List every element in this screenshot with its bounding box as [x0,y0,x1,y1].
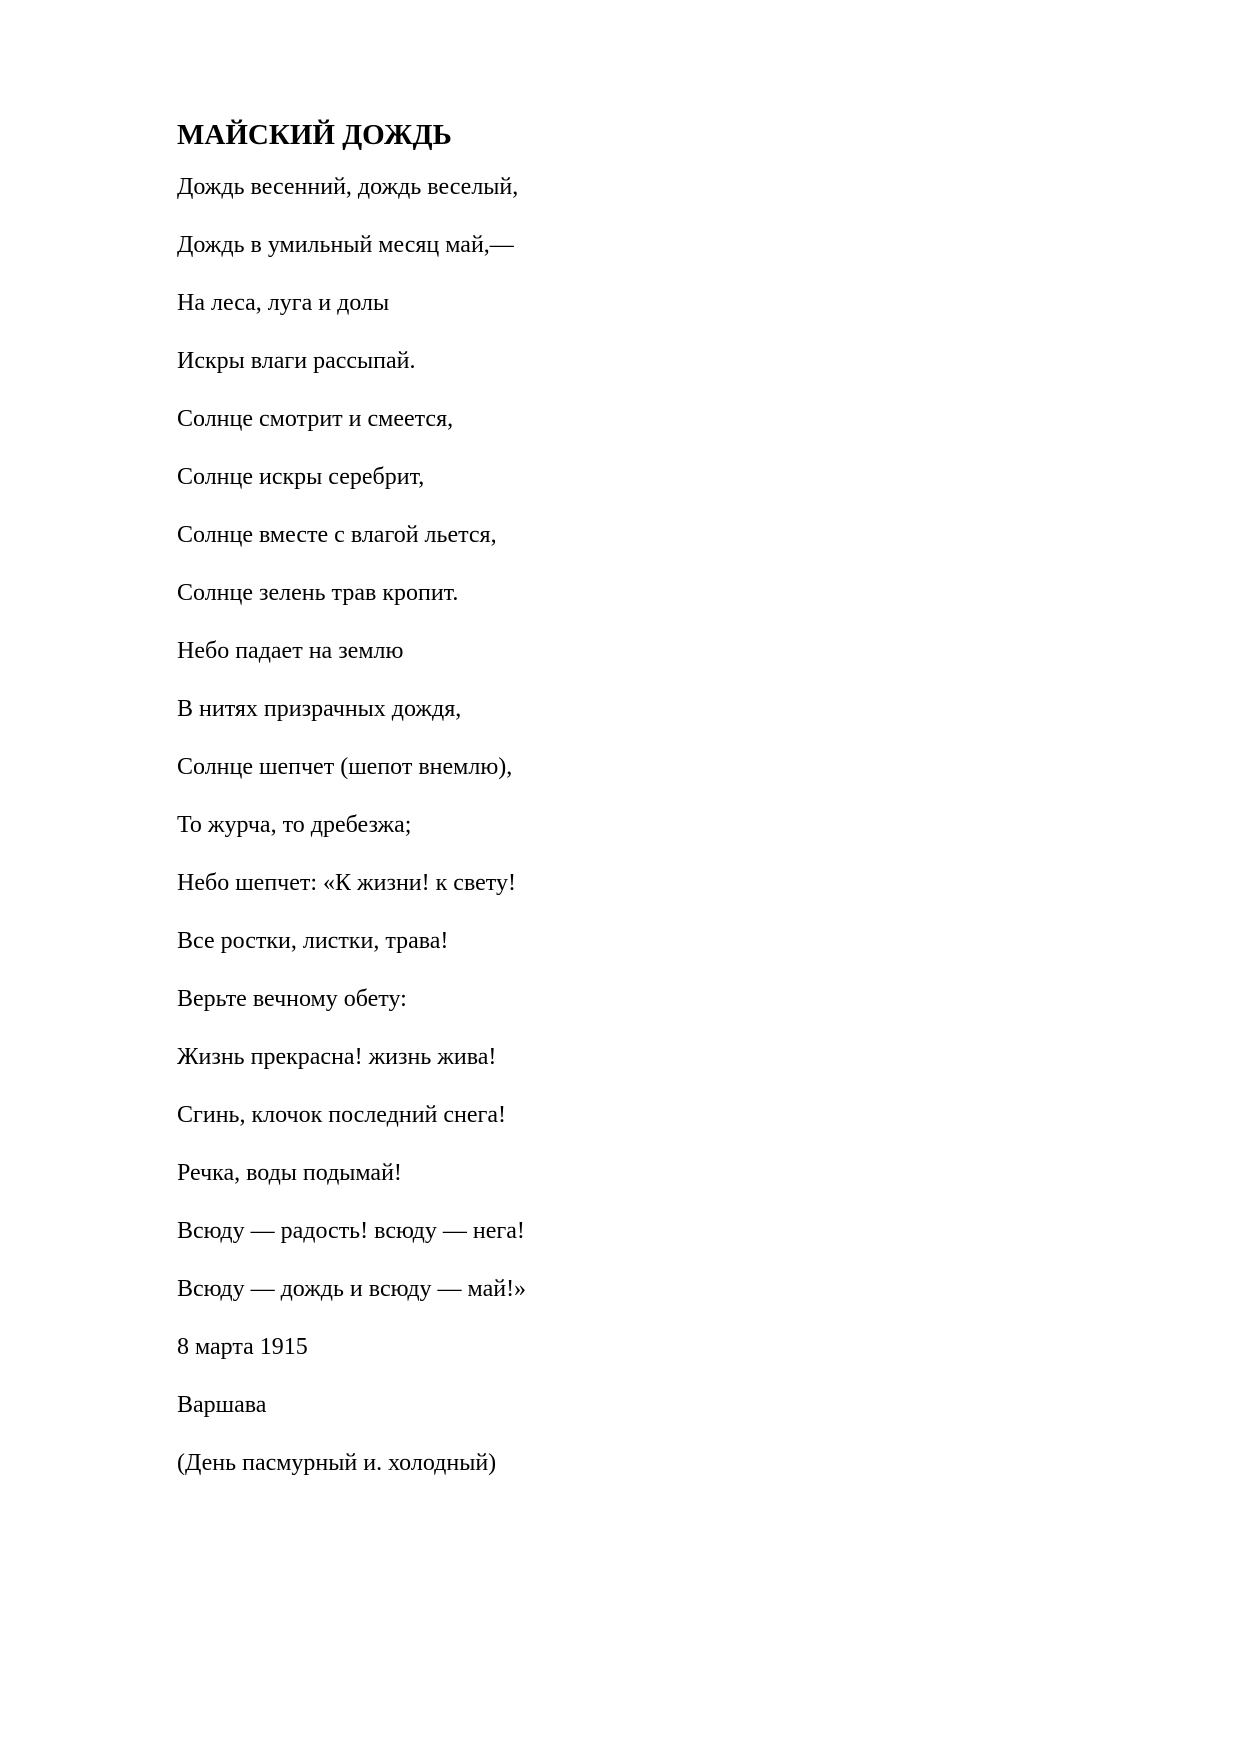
poem-line: Дождь весенний, дождь веселый, [177,174,519,200]
poem-line: То журча, то дребезжа; [177,812,412,838]
poem-title: МАЙСКИЙ ДОЖДЬ [177,119,452,151]
poem-line: Небо падает на землю [177,638,404,664]
poem-lines [177,170,1077,1306]
poem-line: Солнце вместе с влагой льется, [177,522,497,548]
poem-line: Сгинь, клочок последний снега! [177,1102,507,1128]
poem-line: Солнце зелень трав кропит. [177,580,459,606]
poem-line: Все ростки, листки, трава! [177,928,449,954]
poem-date: 8 марта 1915 [177,1334,308,1360]
poem-line: Солнце искры серебрит, [177,464,425,490]
poem-line: Небо шепчет: «К жизни! к свету! [177,870,516,896]
poem-line: На леса, луга и долы [177,290,390,316]
poem [177,112,1077,1504]
poem-line: Речка, воды подымай! [177,1160,402,1186]
poem-line: Солнце смотрит и смеется, [177,406,454,432]
poem-place: Варшава [177,1392,267,1418]
poem-line: Верьте вечному обету: [177,986,407,1012]
poem-line: Дождь в умильный месяц май,— [177,232,514,258]
poem-line: Всюду — дождь и всюду — май!» [177,1276,527,1302]
poem-line: В нитях призрачных дождя, [177,696,462,722]
poem-note: (День пасмурный и. холодный) [177,1450,497,1476]
poem-line: Искры влаги рассыпай. [177,348,416,374]
poem-line: Жизнь прекрасна! жизнь жива! [177,1044,497,1070]
poem-line: Всюду — радость! всюду — нега! [177,1218,525,1244]
poem-line: Солнце шепчет (шепот внемлю), [177,754,513,780]
